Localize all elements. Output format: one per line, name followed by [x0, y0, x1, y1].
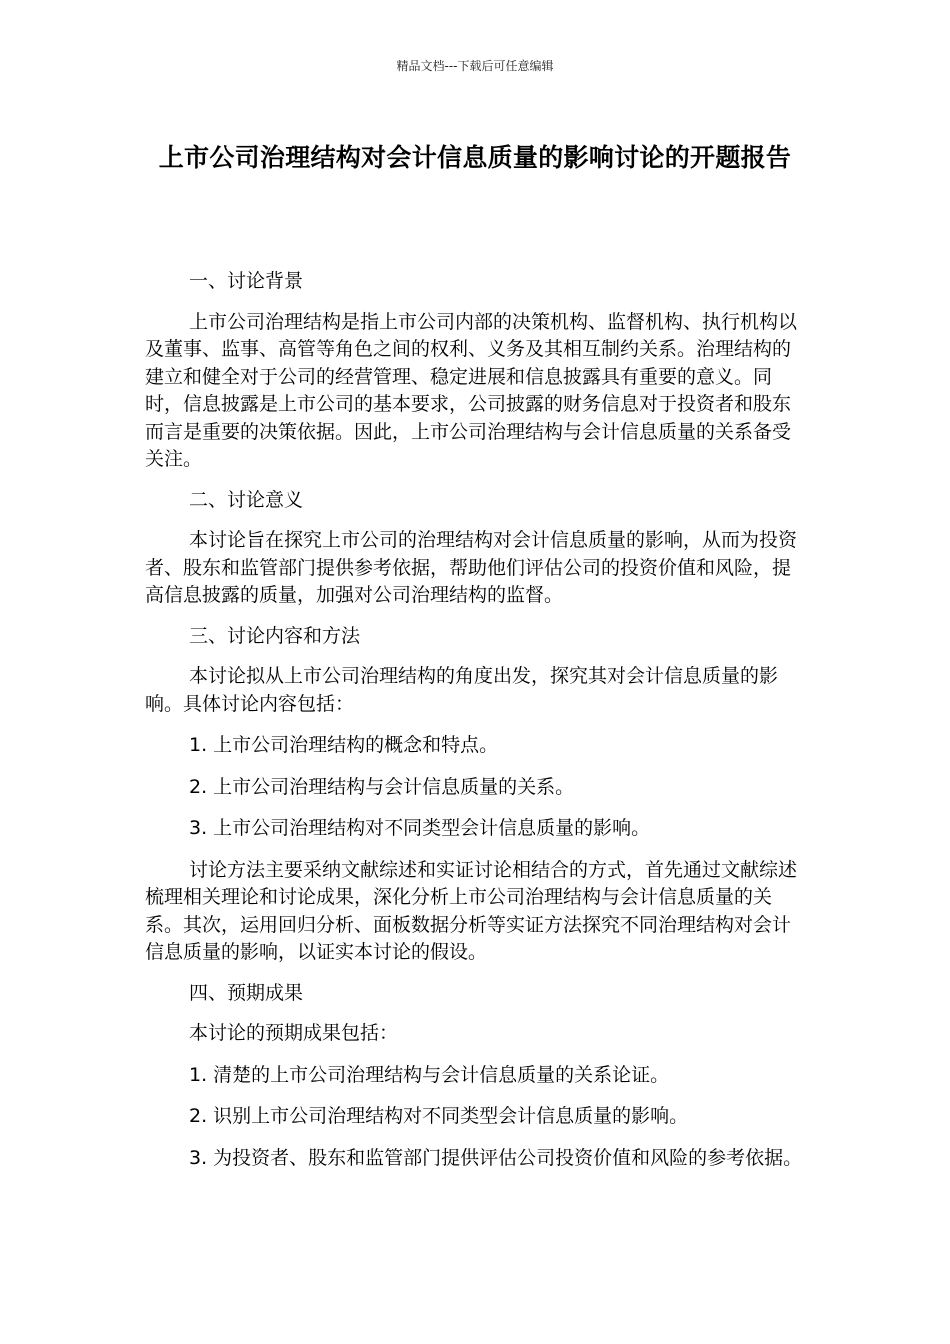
- paragraph-significance: 本讨论旨在探究上市公司的治理结构对会计信息质量的影响，从而为投资者、股东和监管部门提供参考依据，帮助他们评估公司的投资价值和风险，提高信息披露的质量，加强对公司治理结构的监督。: [145, 529, 798, 606]
- paragraph-background: 上市公司治理结构是指上市公司内部的决策机构、监督机构、执行机构以及董事、监事、高管等角色之间的权利、义务及其相互制约关系。治理结构的建立和健全对于公司的经营管理、稳定进展和信息披露具有重要的意义。同时，信息披露是上市公司的基本要求，公司披露的财务信息对于投资者和股东而言是重要的决策依据。因此，上市公司治理结构与会计信息质量的关系备受关注。: [145, 310, 798, 470]
- section-heading-content-method: 三、讨论内容和方法: [189, 624, 361, 647]
- document-title: 上市公司治理结构对会计信息质量的影响讨论的开题报告: [158, 143, 792, 172]
- section-heading-expected-results: 四、预期成果: [189, 981, 304, 1004]
- section-heading-significance: 二、讨论意义: [189, 488, 304, 511]
- list-item: 2. 上市公司治理结构与会计信息质量的关系。: [189, 775, 575, 798]
- paragraph-results-intro: 本讨论的预期成果包括：: [189, 1022, 399, 1044]
- paragraph-method: 讨论方法主要采纳文献综述和实证讨论相结合的方式，首先通过文献综述梳理相关理论和讨论成果，深化分析上市公司治理结构与会计信息质量的关系。其次，运用回归分析、面板数据分析等实证方法探究不同治理结构对会计信息质量的影响，以证实本讨论的假设。: [145, 858, 798, 963]
- paragraph-content-intro: 本讨论拟从上市公司治理结构的角度出发，探究其对会计信息质量的影响。具体讨论内容包括：: [145, 665, 779, 715]
- list-item: 2. 识别上市公司治理结构对不同类型会计信息质量的影响。: [189, 1105, 689, 1127]
- section-heading-background: 一、讨论背景: [189, 270, 304, 292]
- list-item: 3. 为投资者、股东和监管部门提供评估公司投资价值和风险的参考依据。: [189, 1146, 803, 1169]
- list-item: 1. 清楚的上市公司治理结构与会计信息质量的关系论证。: [189, 1063, 670, 1086]
- list-item: 1. 上市公司治理结构的概念和特点。: [189, 734, 499, 756]
- header-note: 精品文档---下载后可任意编辑: [396, 59, 554, 73]
- list-item: 3. 上市公司治理结构对不同类型会计信息质量的影响。: [189, 817, 651, 839]
- document-body: [145, 268, 805, 1172]
